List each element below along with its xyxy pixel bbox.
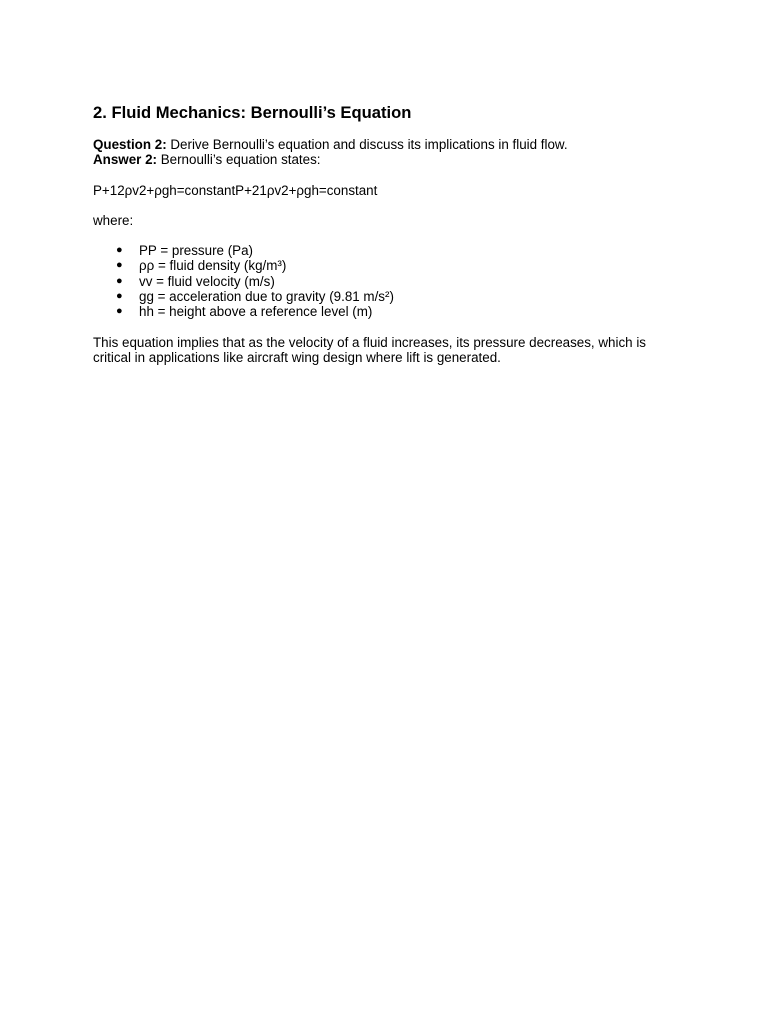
question-line [93,137,693,152]
conclusion-paragraph: This equation implies that as the velocity of a fluid increases, its pressure decreases, which is critical in applications like aircraft wing design where lift is generated. [93,334,646,365]
bullet-icon: ● [116,244,123,257]
answer-label: Answer 2: [93,152,157,168]
where-label: where: [93,212,134,228]
section-heading: 2. Fluid Mechanics: Bernoulli’s Equation [93,103,412,122]
variable-pressure: PP = pressure (Pa) [139,243,253,259]
list-item [93,289,693,304]
list-item [93,258,693,273]
list-item [93,243,693,258]
bullet-icon: ● [116,274,123,287]
list-item [93,304,693,319]
bullet-icon: ● [116,305,123,318]
question-text: Derive Bernoulli’s equation and discuss its implications in fluid flow. [166,137,568,152]
answer-line [93,152,693,167]
document-page [93,103,693,365]
answer-text: Bernoulli’s equation states: [157,152,321,168]
list-item [93,274,693,289]
variable-density: ρρ = fluid density (kg/m³) [139,258,287,274]
bullet-icon: ● [116,259,123,272]
variable-height: hh = height above a reference level (m) [139,304,373,320]
variable-list [93,243,693,319]
variable-velocity: vv = fluid velocity (m/s) [139,273,275,289]
bullet-icon: ● [116,290,123,303]
bernoulli-equation: P+12ρv2+ρgh=constantP+21ρv2+ρgh=constant [93,182,378,198]
question-label: Question 2: [93,137,167,152]
variable-gravity: gg = acceleration due to gravity (9.81 m/s²) [139,289,394,305]
